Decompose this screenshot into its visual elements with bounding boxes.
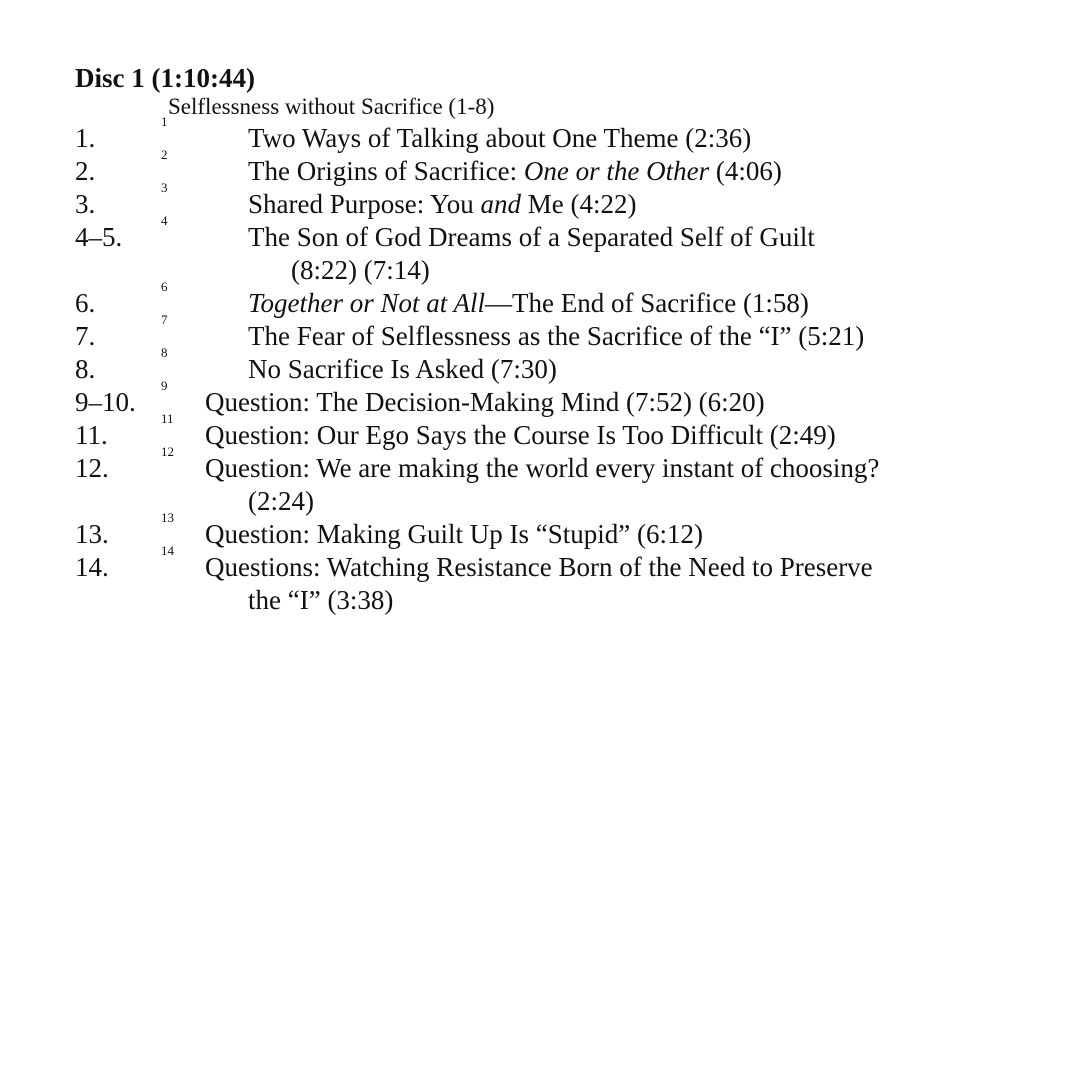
section-title: Selflessness without Sacrifice (1-8)	[168, 94, 495, 119]
track-row	[75, 378, 1035, 419]
track-number: 7.	[75, 321, 96, 351]
track-title-continuation: (8:22) (7:14)	[291, 255, 430, 285]
track-title: Two Ways of Talking about One Theme (2:36)	[248, 123, 752, 153]
track-row	[75, 312, 1035, 353]
track-title-italic: Together or Not at All	[248, 288, 486, 318]
track-title: Questions: Watching Resistance Born of the Need to Preserve	[205, 552, 873, 582]
track-title: No Sacrifice Is Asked (7:30)	[248, 354, 557, 384]
track-index: 1	[161, 114, 168, 129]
track-index: 14	[161, 543, 174, 558]
track-row	[75, 444, 1035, 518]
track-title-part: (4:06)	[709, 156, 782, 186]
track-index: 6	[161, 279, 168, 294]
track-index: 12	[161, 444, 174, 459]
track-index: 11	[161, 411, 174, 426]
track-number: 4–5.	[75, 222, 123, 252]
track-number: 1.	[75, 123, 96, 153]
track-number: 6.	[75, 288, 96, 318]
track-title-continuation: (2:24)	[248, 486, 314, 516]
track-listing	[75, 62, 1035, 617]
track-index: 9	[161, 378, 168, 393]
track-title: The Son of God Dreams of a Separated Self of Guilt	[248, 222, 815, 252]
track-row	[75, 510, 1035, 551]
track-title: Question: The Decision-Making Mind (7:52) (6:20)	[205, 387, 765, 417]
track-index: 7	[161, 312, 168, 327]
track-number: 12.	[75, 453, 109, 483]
track-row	[75, 345, 1035, 386]
track-number: 9–10.	[75, 387, 136, 417]
track-row	[75, 213, 1035, 287]
track-row	[75, 411, 1035, 452]
track-number: 2.	[75, 156, 96, 186]
track-index: 4	[161, 213, 168, 228]
track-index: 3	[161, 180, 168, 195]
track-title: Question: We are making the world every instant of choosing?	[205, 453, 880, 483]
track-title-part: —The End of Sacrifice (1:58)	[485, 288, 809, 318]
track-title: Question: Making Guilt Up Is “Stupid” (6:12)	[205, 519, 703, 549]
track-number: 8.	[75, 354, 96, 384]
track-row	[75, 279, 1035, 320]
track-title: The Fear of Selflessness as the Sacrifice of the “I” (5:21)	[248, 321, 865, 351]
track-title-continuation: the “I” (3:38)	[248, 585, 394, 615]
track-title: Question: Our Ego Says the Course Is Too Difficult (2:49)	[205, 420, 836, 450]
track-title	[248, 188, 1008, 221]
track-title-part: Shared Purpose: You	[248, 189, 481, 219]
track-row	[75, 147, 1035, 188]
track-title-part: The Origins of Sacrifice:	[248, 156, 524, 186]
track-index: 2	[161, 147, 168, 162]
disc-title: Disc 1 (1:10:44)	[75, 63, 255, 93]
track-title-italic: and	[480, 189, 522, 219]
track-index: 8	[161, 345, 168, 360]
track-number: 14.	[75, 552, 109, 582]
track-row	[75, 543, 1035, 617]
track-number: 11.	[75, 420, 108, 450]
track-row	[75, 180, 1035, 221]
track-number: 13.	[75, 519, 109, 549]
track-title	[248, 155, 1008, 188]
track-index: 13	[161, 510, 174, 525]
track-number: 3.	[75, 189, 96, 219]
track-title-part: Me (4:22)	[521, 189, 637, 219]
track-row	[75, 114, 1035, 155]
track-title	[248, 287, 1008, 320]
track-title-italic: One or the Other	[523, 156, 710, 186]
